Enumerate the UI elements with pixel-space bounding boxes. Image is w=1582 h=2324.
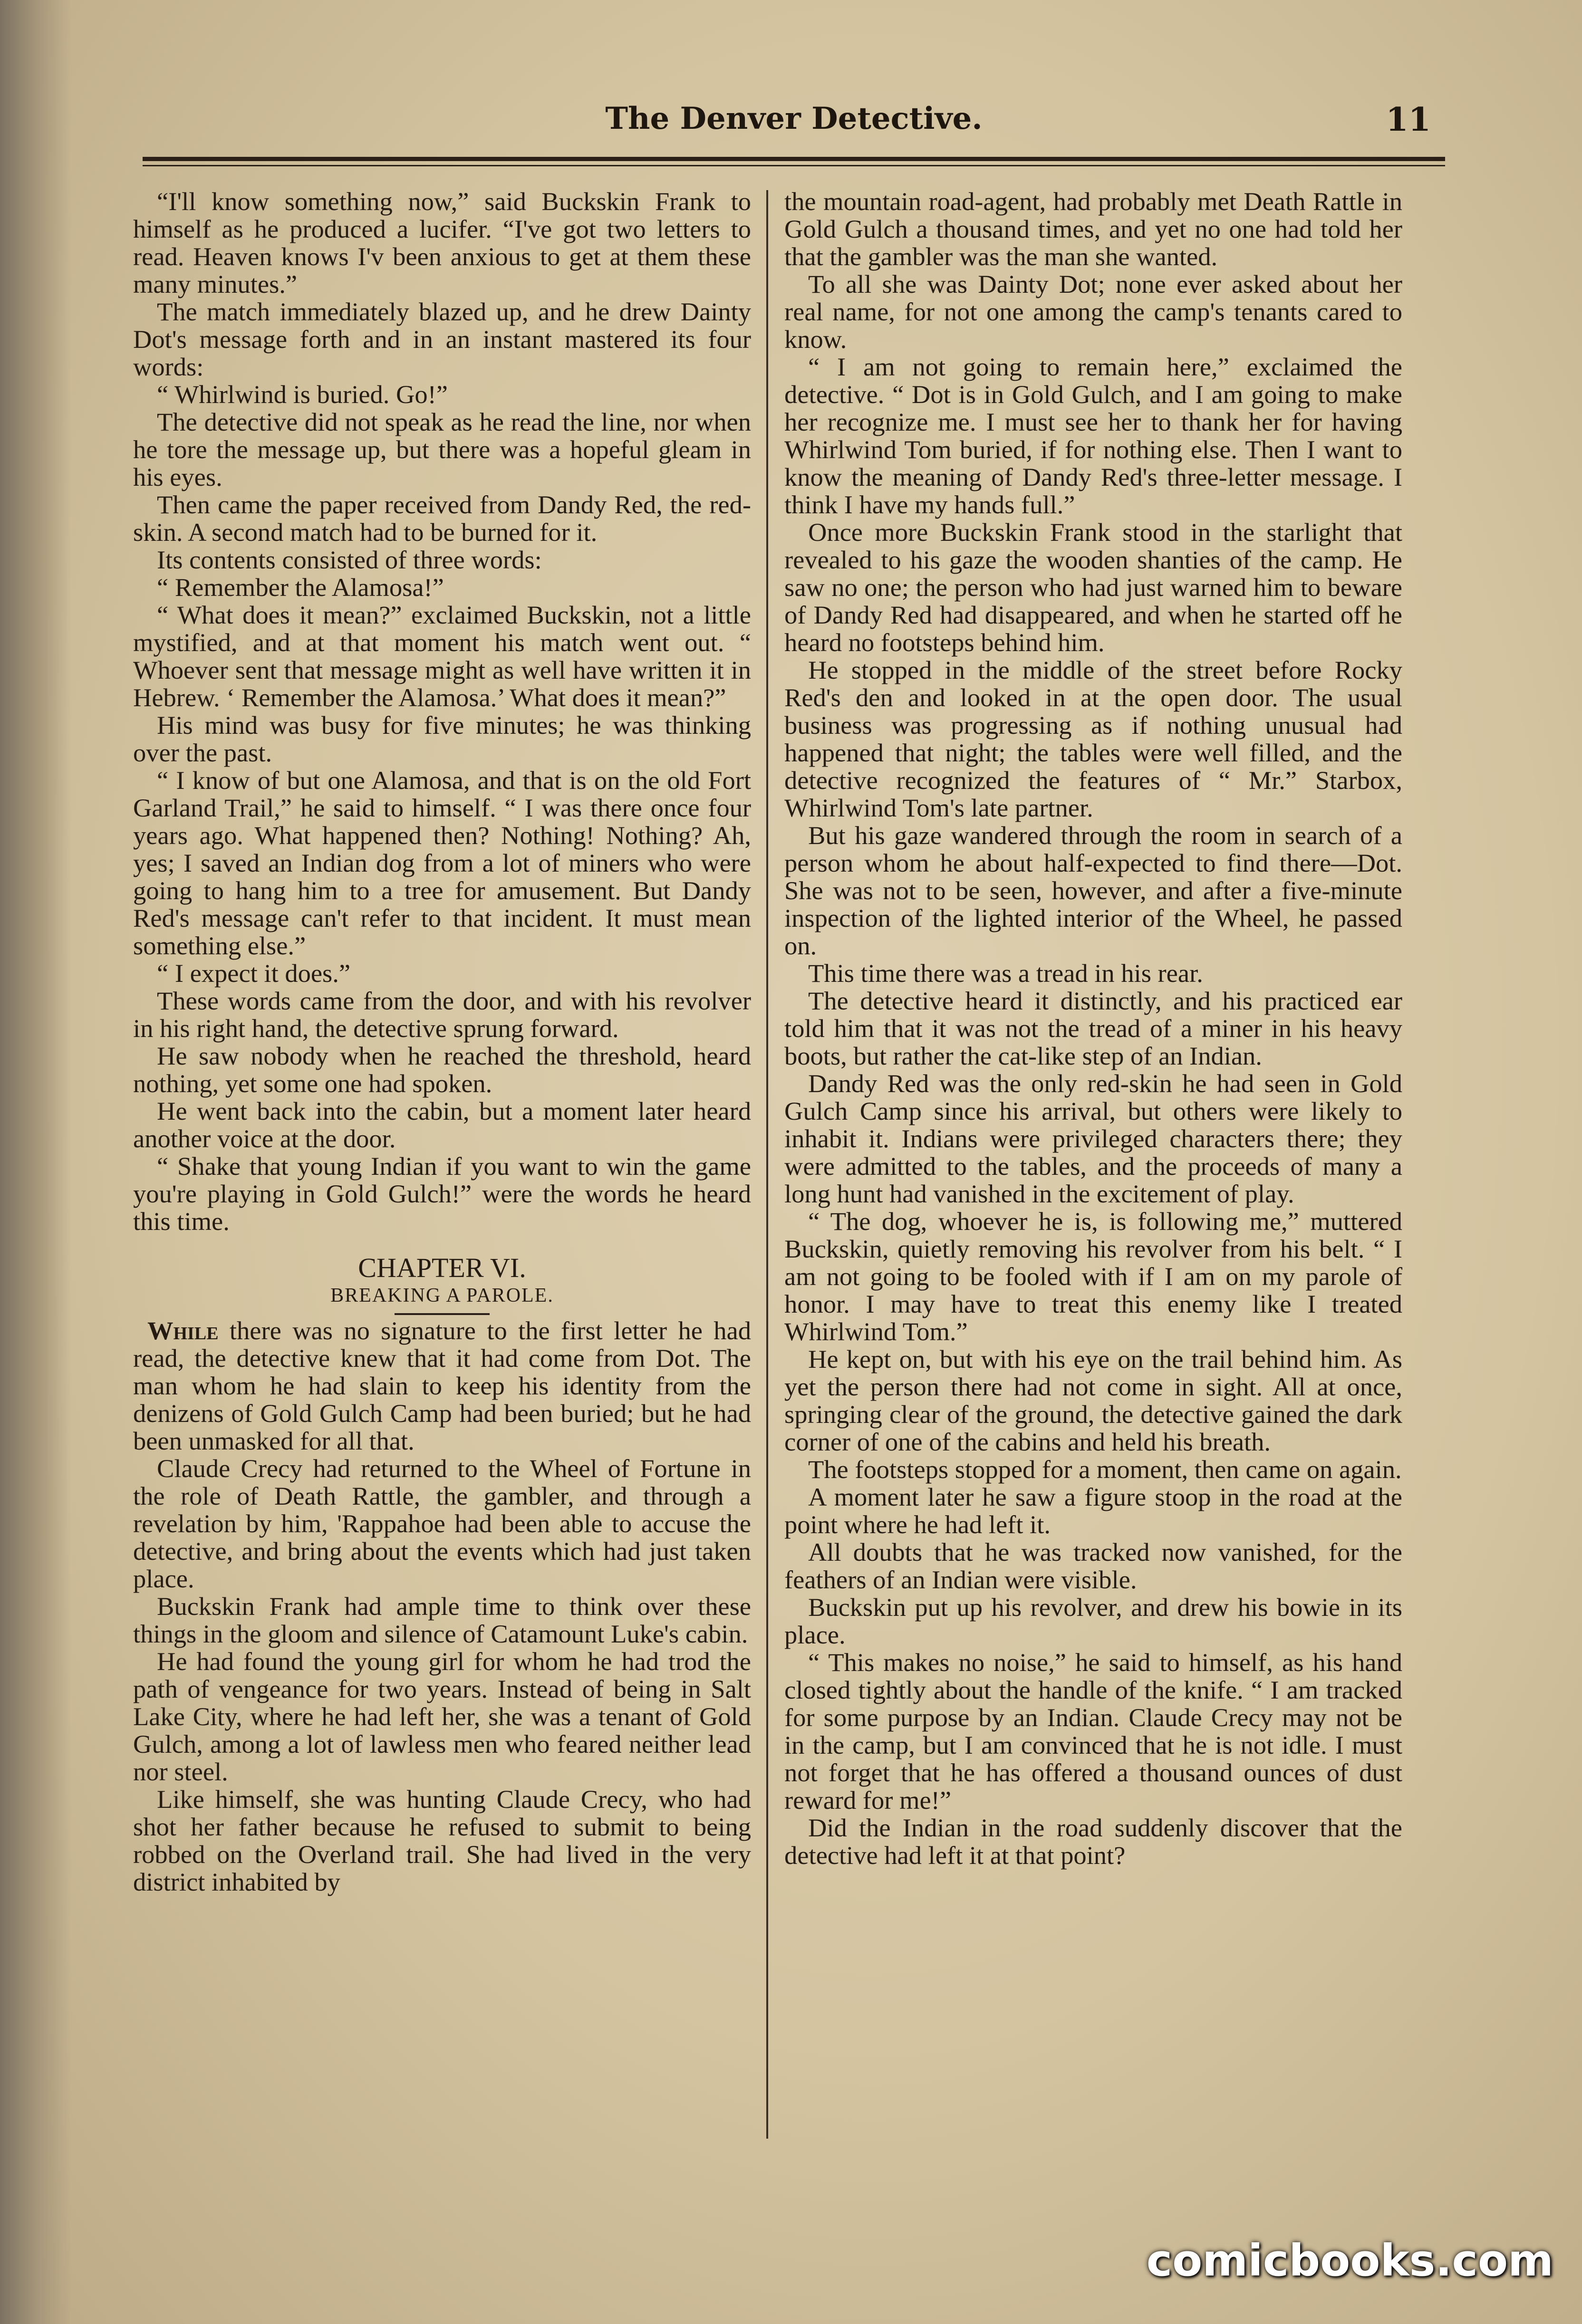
paragraph: “ What does it mean?” exclaimed Buckskin, not a little mystified, and at that moment his match went out. “ Whoever sent that message might as well have written it in Hebrew. ‘ Remember the Alamosa.’ What does it mean?” bbox=[133, 600, 751, 712]
paragraph: The detective did not speak as he read the line, nor when he tore the message up, but there was a hopeful gleam in his eyes. bbox=[133, 407, 751, 491]
paragraph: Dandy Red was the only red-skin he had seen in Gold Gulch Camp since his arrival, but others were likely to inhabit it. Indians were privileged characters there; they were admitted to the tables, and the proceeds of many a long hunt had vanished in the excitement of play. bbox=[784, 1069, 1402, 1208]
chapter-opening-paragraph bbox=[133, 1317, 751, 1455]
paragraph: This time there was a tread in his rear. bbox=[808, 959, 1203, 988]
paragraph: “I'll know something now,” said Buckskin Frank to himself as he produced a lucifer. “I've got two letters to read. Heaven knows I'v been anxious to get at them these many minutes.” bbox=[133, 187, 751, 298]
paragraph: “ I expect it does.” bbox=[157, 959, 351, 988]
paragraph: Then came the paper received from Dandy Red, the red-skin. A second match had to be burned for it. bbox=[133, 490, 751, 547]
paragraph: “ I know of but one Alamosa, and that is on the old Fort Garland Trail,” he said to himself. “ I was there once four years ago. What happened then? Nothing! Nothing? Ah, yes; I saved an Indian dog from a lot of miners who were going to hang him to a tree for amusement. But Dandy Red's message can't refer to that incident. It must mean something else.” bbox=[133, 766, 751, 960]
right-column bbox=[784, 188, 1402, 1869]
paragraph: “ Remember the Alamosa!” bbox=[157, 573, 444, 602]
paragraph: Buckskin Frank had ample time to think over these things in the gloom and silence of Catamount Luke's cabin. bbox=[133, 1592, 751, 1648]
paragraph: Claude Crecy had returned to the Wheel of Fortune in the role of Death Rattle, the gambler, and through a revelation by him, 'Rappahoe had been able to accuse the detective, and bring about the events which had just taken place. bbox=[133, 1454, 751, 1593]
paragraph: “ I am not going to remain here,” exclaimed the detective. “ Dot is in Gold Gulch, and I am going to make her recognize me. I must see her to thank her for having Whirlwind Tom buried, if for nothing else. Then I want to know the meaning of Dandy Red's three-letter message. I think I have my hands full.” bbox=[784, 352, 1402, 519]
paragraph: Did the Indian in the road suddenly discover that the detective had left it at that point? bbox=[784, 1813, 1402, 1870]
paragraph: “ This makes no noise,” he said to himself, as his hand closed tightly about the handle of the knife. “ I am tracked for some purpose by an Indian. Claude Crecy may not be in the camp, but I am convinced that he is not idle. I must not forget that he has offered a thousand ounces of dust reward for me!” bbox=[784, 1648, 1402, 1815]
column-divider bbox=[766, 190, 768, 2139]
paragraph: “ Whirlwind is buried. Go!” bbox=[157, 380, 448, 409]
paragraph: Like himself, she was hunting Claude Crecy, who had shot her father because he refused to submit to being robbed on the Overland trail. She had lived in the very district inhabited by bbox=[133, 1785, 751, 1896]
site-watermark: comicbooks.com bbox=[1146, 2235, 1553, 2286]
paragraph: He went back into the cabin, but a moment later heard another voice at the door. bbox=[133, 1096, 751, 1153]
chapter-rule bbox=[395, 1313, 490, 1315]
paragraph: His mind was busy for five minutes; he was thinking over the past. bbox=[133, 711, 751, 767]
right-paragraphs bbox=[784, 270, 1402, 1869]
left-paragraphs-before-chapter bbox=[133, 188, 751, 1235]
paragraph: Once more Buckskin Frank stood in the starlight that revealed to his gaze the wooden shanties of the camp. He saw no one; the person who had just warned him to beware of Dandy Red had disappeared, and when he started off he heard no footsteps behind him. bbox=[784, 518, 1402, 657]
running-header bbox=[143, 101, 1445, 153]
left-column bbox=[133, 188, 751, 1896]
paragraph: He stopped in the middle of the street before Rocky Red's den and looked in at the open door. The usual business was progressing as if nothing unusual had happened that night; the tables were well filled, and the detective recognized the features of “ Mr.” Starbox, Whirlwind Tom's late partner. bbox=[784, 655, 1402, 822]
page-number: 11 bbox=[1386, 101, 1431, 139]
paragraph: The match immediately blazed up, and he drew Dainty Dot's message forth and in an instant mastered its four words: bbox=[133, 297, 751, 381]
right-continuation-paragraph: the mountain road-agent, had probably met Death Rattle in Gold Gulch a thousand times, and yet no one had told her that the gambler was the man she wanted. bbox=[784, 187, 1402, 271]
paragraph: Its contents consisted of three words: bbox=[157, 545, 542, 574]
paragraph: The footsteps stopped for a moment, then came on again. bbox=[808, 1455, 1402, 1484]
paragraph: The detective heard it distinctly, and his practiced ear told him that it was not the tread of a miner in his heavy boots, but rather the cat-like step of an Indian. bbox=[784, 986, 1402, 1070]
running-title: The Denver Detective. bbox=[605, 101, 983, 136]
paragraph: “ The dog, whoever he is, is following me,” muttered Buckskin, quietly removing his revolver from his belt. “ I am not going to be fooled with if I am on my parole of honor. I may have to treat this enemy like I treated Whirlwind Tom.” bbox=[784, 1207, 1402, 1346]
chapter-subtitle: BREAKING A PAROLE. bbox=[330, 1285, 554, 1306]
page-spine-shadow bbox=[0, 0, 71, 2324]
paragraph: He saw nobody when he reached the threshold, heard nothing, yet some one had spoken. bbox=[133, 1041, 751, 1098]
paragraph: He kept on, but with his eye on the trail behind him. As yet the person there had not come in sight. All at once, springing clear of the ground, the detective gained the dark corner of one of the cabins and held his breath. bbox=[784, 1344, 1402, 1456]
paragraph: He had found the young girl for whom he had trod the path of vengeance for two years. Instead of being in Salt Lake City, where he had left her, she was a tenant of Gold Gulch, among a lot of lawless men who feared neither lead nor steel. bbox=[133, 1647, 751, 1786]
header-rule-thin bbox=[143, 165, 1445, 166]
chapter-title: CHAPTER VI. bbox=[358, 1252, 526, 1283]
chapter-opening-text: there was no signature to the first letter he had read, the detective knew that it had come from Dot. The man whom he had slain to keep his identity from the denizens of Gold Gulch Camp had been buried; but he had been unmasked for all that. bbox=[133, 1316, 751, 1455]
paragraph: These words came from the door, and with his revolver in his right hand, the detective sprung forward. bbox=[133, 986, 751, 1043]
paragraph: Buckskin put up his revolver, and drew his bowie in its place. bbox=[784, 1593, 1402, 1649]
paragraph: A moment later he saw a figure stoop in the road at the point where he had left it. bbox=[784, 1482, 1402, 1539]
paragraph: But his gaze wandered through the room in search of a person whom he about half-expected to find there—Dot. She was not to be seen, however, and after a five-minute inspection of the lighted interior of the Wheel, he passed on. bbox=[784, 821, 1402, 960]
left-paragraphs-after-chapter bbox=[133, 1455, 751, 1896]
chapter-opening-word: While bbox=[147, 1316, 219, 1345]
paragraph: All doubts that he was tracked now vanished, for the feathers of an Indian were visible. bbox=[784, 1537, 1402, 1594]
paragraph: To all she was Dainty Dot; none ever asked about her real name, for not one among the camp's tenants cared to know. bbox=[784, 269, 1402, 354]
header-rule bbox=[143, 157, 1445, 161]
paragraph: “ Shake that young Indian if you want to win the game you're playing in Gold Gulch!” were the words he heard this time. bbox=[133, 1152, 751, 1236]
